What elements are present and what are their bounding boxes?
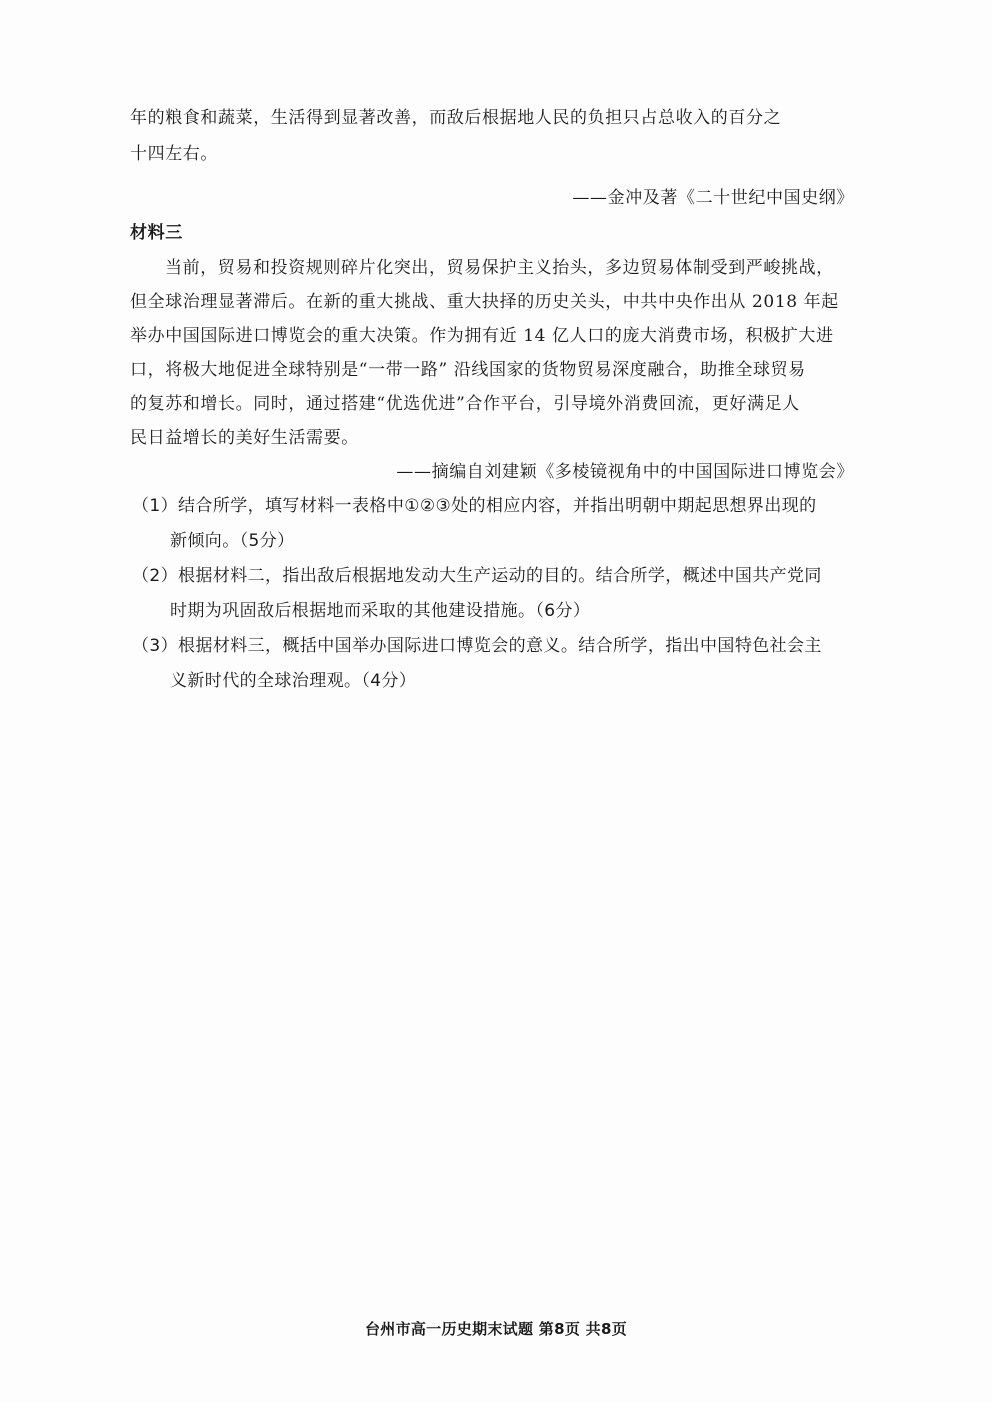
material3-heading: 材料三 [130, 223, 183, 243]
question-3-line-2: 义新时代的全球治理观。（4分） [170, 671, 417, 691]
material3-line-4: 口，将极大地促进全球特别是“一带一路” 沿线国家的货物贸易深度融合，助推全球贸易 [130, 360, 806, 380]
material3-line-5: 的复苏和增长。同时，通过搭建“优选优进”合作平台，引导境外消费回流，更好满足人 [130, 394, 800, 414]
material3-source: ——摘编自刘建颖《多棱镜视角中的中国国际进口博览会》 [396, 462, 854, 482]
material3-line-6: 民日益增长的美好生活需要。 [130, 428, 359, 448]
material2-tail-line-2: 十四左右。 [130, 144, 218, 164]
material2-source: ——金冲及著《二十世纪中国史纲》 [572, 188, 854, 208]
material2-tail-line-1: 年的粮食和蔬菜，生活得到显著改善，而敌后根据地人民的负担只占总收入的百分之 [130, 108, 782, 128]
material3-line-1: 当前，贸易和投资规则碎片化突出，贸易保护主义抬头，多边贸易体制受到严峻挑战， [165, 258, 834, 278]
question-1-line-2: 新倾向。（5分） [170, 531, 295, 551]
page-footer: 台州市高一历史期末试题 第8页 共8页 [364, 1320, 628, 1338]
question-2-line-2: 时期为巩固敌后根据地而采取的其他建设措施。（6分） [170, 601, 591, 621]
question-1-line-1: （1）结合所学，填写材料一表格中①②③处的相应内容，并指出明朝中期起思想界出现的 [132, 496, 817, 516]
material3-line-2: 但全球治理显著滞后。在新的重大挑战、重大抉择的历史关头，中共中央作出从 2018 年起 [130, 292, 839, 312]
question-2-line-1: （2）根据材料二，指出敌后根据地发动大生产运动的目的。结合所学，概述中国共产党同 [132, 566, 822, 586]
question-3-line-1: （3）根据材料三，概括中国举办国际进口博览会的意义。结合所学，指出中国特色社会主 [132, 636, 822, 656]
material3-line-3: 举办中国国际进口博览会的重大决策。作为拥有近 14 亿人口的庞大消费市场，积极扩大进 [130, 326, 834, 346]
